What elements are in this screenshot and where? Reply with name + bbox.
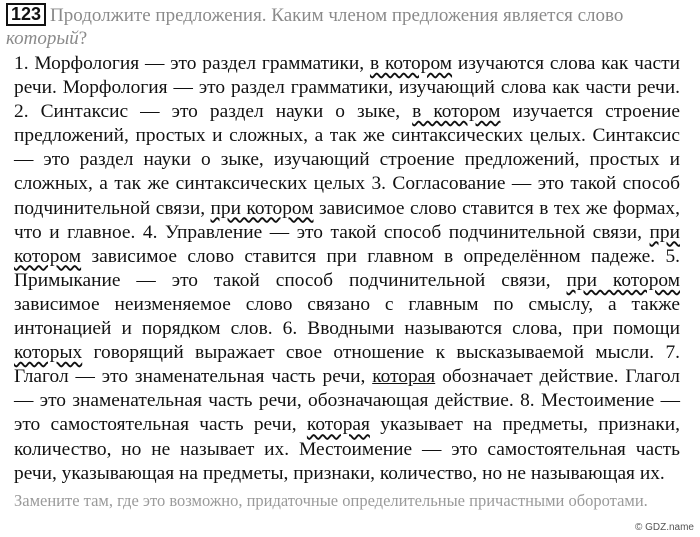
task-header [6, 3, 692, 50]
text-segment: указывает на предметы, признаки, количество, но не называет их. Местоимение — это самостоятельная часть речи, указывающая на предметы, признаки, количество, но не называющая их. [14, 414, 680, 484]
underlined-word: при котором [14, 221, 680, 267]
underlined-word: которых [14, 342, 83, 364]
underlined-word: при котором [566, 269, 680, 291]
text-segment: изучаются слова как части речи. Морфология — это раздел грамматики, изучающий слова как части речи. 2. Синтаксис — это раздел науки о зыке, [14, 53, 680, 123]
additional-task: Замените там, где это возможно, придаточные определительные причастными оборотами. [14, 491, 648, 510]
text-segment: изучается строение предложений, простых и сложных, а так же синтаксических целых. Синтаксис — это раздел науки о зыке, изучающий строение предложений, простых и сложных, а так же синтаксических целых 3. Согласование — это такой способ подчинительной связи, [14, 101, 680, 219]
text-segment: зависимое слово ставится в тех же формах, что и главное. 4. Управление — это такой способ подчинительной связи, [14, 197, 680, 243]
underlined-word: при котором [210, 197, 314, 219]
task-number: 123 [6, 3, 46, 26]
text-segment: зависимое слово ставится при главном в определённом падеже. 5. Примыкание — это такой способ подчинительной связи, [14, 245, 680, 291]
underlined-word: в котором [369, 53, 453, 74]
text-segment: 1. Морфология — это раздел грамматики, [14, 53, 370, 74]
underlined-word: которая [306, 414, 370, 436]
text-segment: зависимое неизменяемое слово связано с главным по смыслу, а также интонацией и порядком слов. 6. Вводными называются слова, при помощи [14, 293, 680, 340]
underlined-word: в котором [412, 101, 501, 123]
watermark: © GDZ.name [634, 522, 694, 533]
text-segment: обозначает действие. Глагол — это знаменательная часть речи, обозначающая действие. 8. Местоимение — это самостоятельная часть речи, [14, 366, 680, 436]
underlined-word: которая [372, 366, 436, 388]
text-segment: говорящий выражает свое отношение к высказываемой мысли. 7. Глагол — это знаменательная часть речи, [14, 342, 680, 388]
answer-text [14, 52, 680, 486]
task-instruction: Продолжите предложения. Каким членом предложения является слово [50, 5, 624, 26]
task-word: который [6, 28, 79, 49]
task-question-mark: ? [78, 28, 88, 49]
